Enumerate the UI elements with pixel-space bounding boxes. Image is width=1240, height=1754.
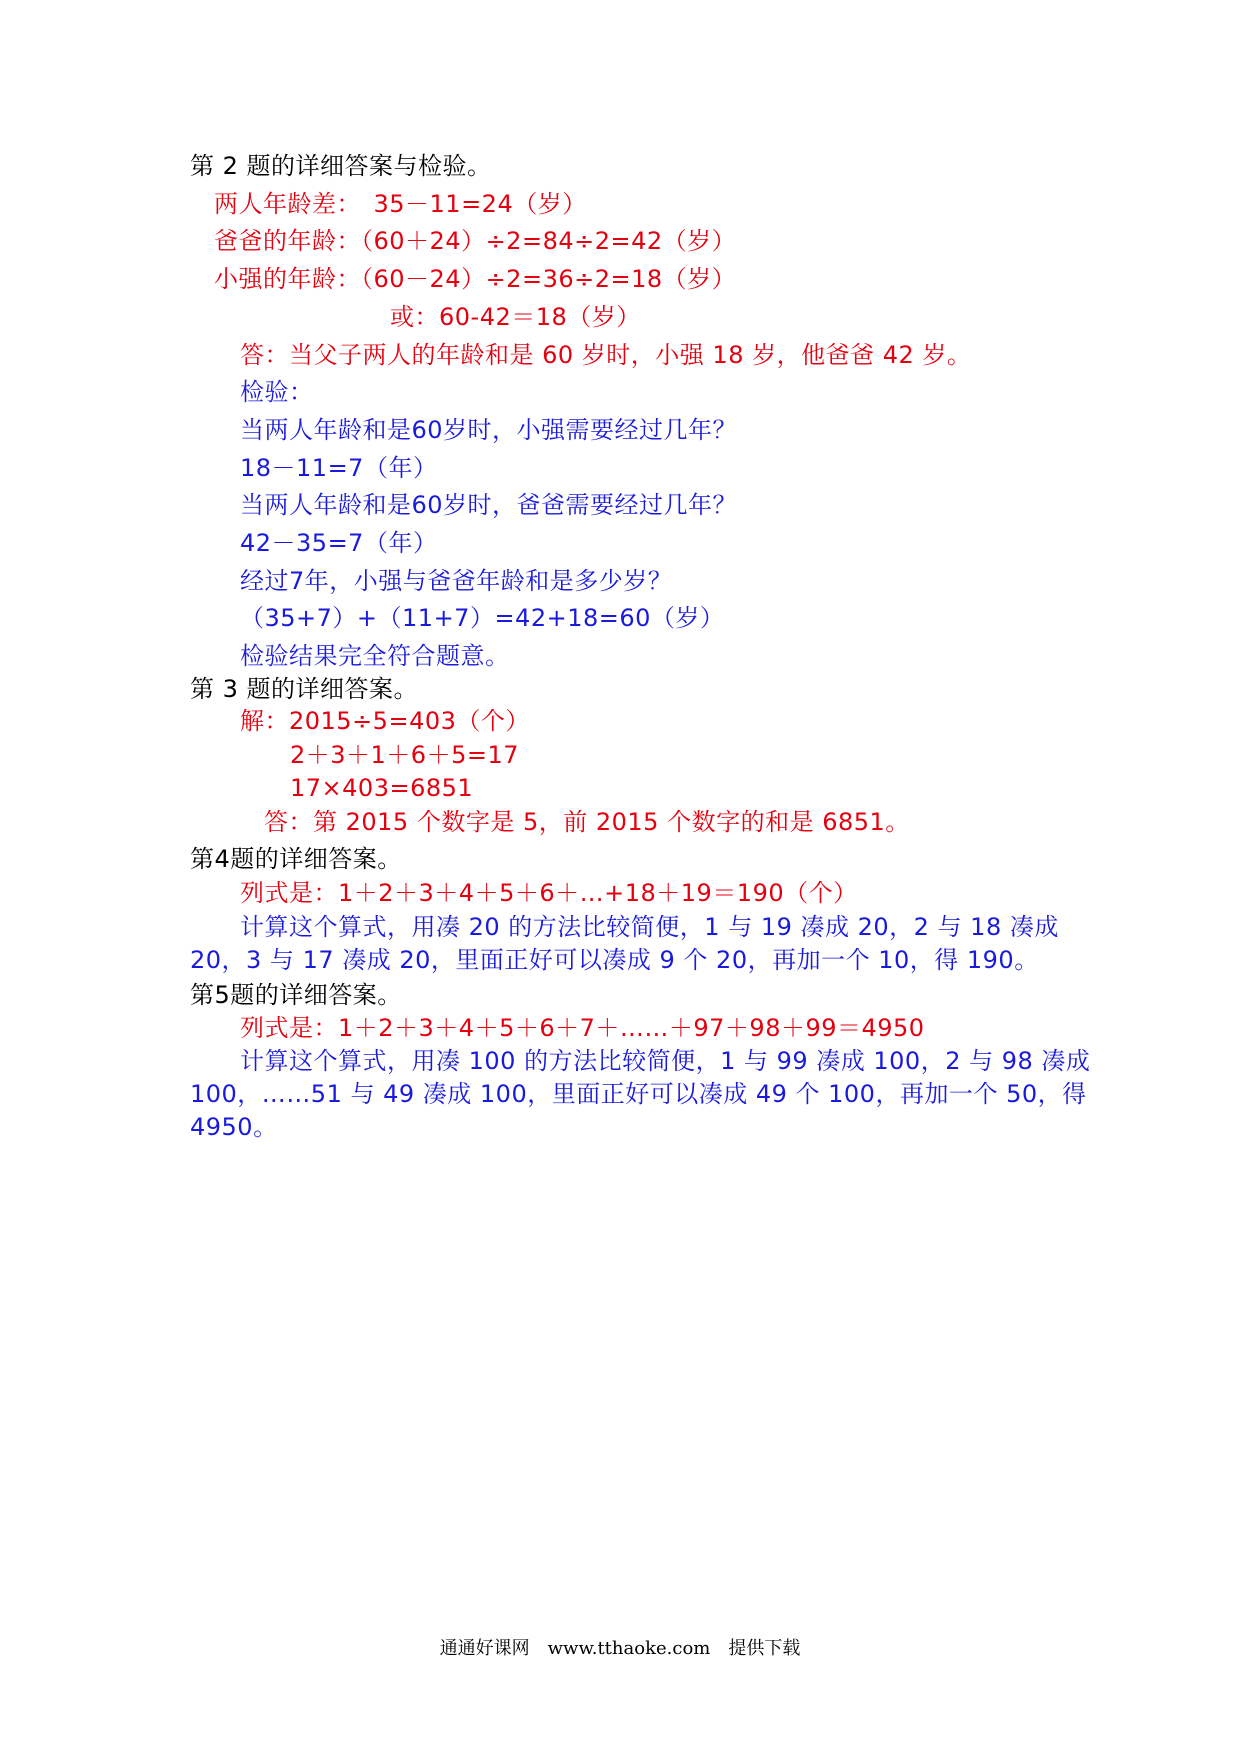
q2-answer: 答：当父子两人的年龄和是 60 岁时，小强 18 岁，他爸爸 42 岁。 <box>240 341 972 369</box>
q4-formula: 列式是：1＋2＋3＋4＋5＋6＋…+18＋19＝190（个） <box>240 879 858 907</box>
q5-heading: 第5题的详细答案。 <box>190 981 402 1009</box>
q4-heading: 第4题的详细答案。 <box>190 845 402 873</box>
q5-explanation-2: 100，……51 与 49 凑成 100，里面正好可以凑成 49 个 100，再加一个 50，得 <box>190 1080 1087 1108</box>
q2-check-result: 检验结果完全符合题意。 <box>240 642 510 670</box>
q5-explanation-3: 4950。 <box>190 1113 278 1141</box>
q2-check-answer-2: 42－35=7（年） <box>240 529 438 557</box>
q2-alternative: 或：60-42＝18（岁） <box>390 303 641 331</box>
q3-line-3: 17×403=6851 <box>290 774 474 802</box>
q3-line-2: 2＋3＋1＋6＋5=17 <box>290 741 519 769</box>
q2-son-age: 小强的年龄：（60－24）÷2=36÷2=18（岁） <box>214 265 737 293</box>
q2-check-question-3: 经过7年，小强与爸爸年龄和是多少岁？ <box>240 567 673 595</box>
q5-explanation-1: 计算这个算式，用凑 100 的方法比较简便，1 与 99 凑成 100，2 与 98 凑成 <box>240 1047 1091 1075</box>
q4-explanation-1: 计算这个算式，用凑 20 的方法比较简便，1 与 19 凑成 20，2 与 18 凑成 <box>240 913 1059 941</box>
q5-formula: 列式是：1＋2＋3＋4＋5＋6＋7＋……＋97＋98＋99＝4950 <box>240 1014 925 1042</box>
q2-heading: 第 2 题的详细答案与检验。 <box>190 152 492 180</box>
q3-line-1: 解：2015÷5=403（个） <box>240 707 530 735</box>
q4-explanation-2: 20，3 与 17 凑成 20，里面正好可以凑成 9 个 20，再加一个 10，得 190。 <box>190 946 1039 974</box>
q2-dad-age: 爸爸的年龄：（60＋24）÷2=84÷2=42（岁） <box>214 227 737 255</box>
q2-age-difference: 两人年龄差： 35－11=24（岁） <box>214 190 587 218</box>
q3-heading: 第 3 题的详细答案。 <box>190 675 419 703</box>
page-footer: 通通好课网 www.tthaoke.com 提供下载 <box>439 1638 801 1659</box>
q2-check-title: 检验： <box>240 378 314 406</box>
q2-check-answer-3: （35+7）+（11+7）=42+18=60（岁） <box>240 604 725 632</box>
q2-check-answer-1: 18－11=7（年） <box>240 454 438 482</box>
q3-answer: 答：第 2015 个数字是 5，前 2015 个数字的和是 6851。 <box>264 808 910 836</box>
q2-check-question-2: 当两人年龄和是60岁时，爸爸需要经过几年？ <box>240 491 738 519</box>
q2-check-question-1: 当两人年龄和是60岁时，小强需要经过几年？ <box>240 416 738 444</box>
